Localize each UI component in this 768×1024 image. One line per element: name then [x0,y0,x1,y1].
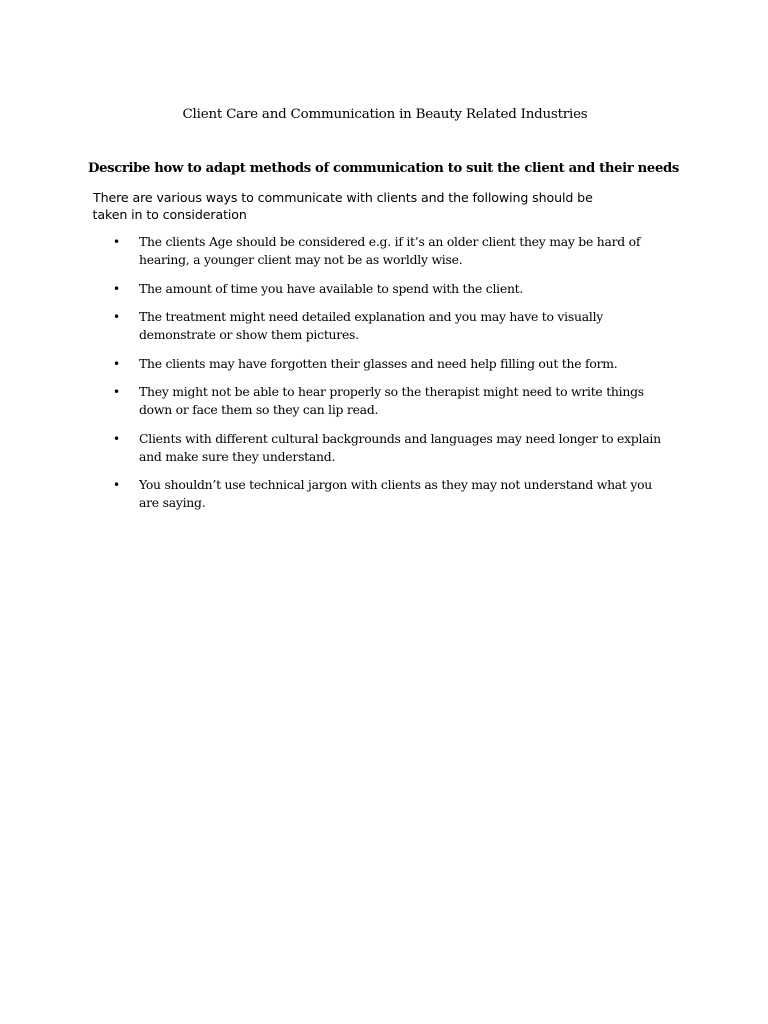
list-item-text: The clients Age should be considered e.g. if it’s an older client they may be hard of hearing, a younger client may not be as worldly wise. [139,234,641,267]
list-item-text: Clients with different cultural backgrounds and languages may need longer to explain and make sure they understand. [139,430,661,464]
list-item [112,280,662,298]
bullet-icon: • [113,431,120,446]
intro-line-1: There are various ways to communicate with clients and the following should be [93,190,593,205]
question-heading: Describe how to adapt methods of communication to suit the client and their needs [88,161,679,176]
intro-paragraph [93,189,633,223]
intro-line-2: taken in to consideration [92,207,247,222]
document-title: Client Care and Communication in Beauty Related Industries [182,107,588,122]
list-item [112,476,662,512]
bullet-icon: • [113,235,120,249]
list-item-text: They might not be able to hear properly so the therapist might need to write things down or face them so they can lip read. [139,384,644,417]
list-item-text: You shouldn’t use technical jargon with clients as they may not understand what you are saying. [139,477,653,510]
list-item-text: The treatment might need detailed explanation and you may have to visually demonstrate or show them pictures. [139,309,604,342]
list-item [112,233,662,269]
list-item [112,430,662,466]
bullet-icon: • [113,478,120,492]
list-item [112,355,662,373]
bullet-icon: • [113,310,120,324]
list-item-text: The clients may have forgotten their glasses and need help filling out the form. [139,355,618,371]
bullet-icon: • [113,281,120,296]
list-item-text: The amount of time you have available to spend with the client. [139,280,524,296]
bullet-icon: • [113,356,120,371]
list-item [112,383,662,419]
bullet-icon: • [113,385,120,399]
list-item [112,308,662,344]
bullet-list [112,233,662,523]
